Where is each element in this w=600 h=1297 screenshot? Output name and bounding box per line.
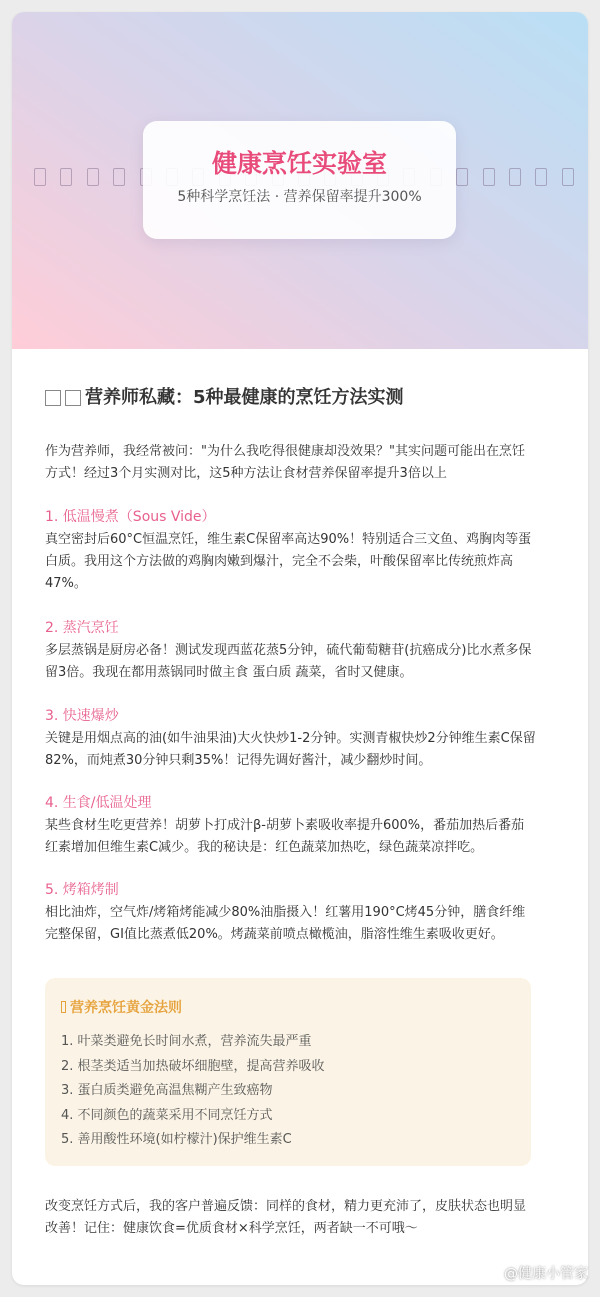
section-title-5: 5. 烤箱烤制 <box>45 882 119 898</box>
outro-paragraph: 改变烹饪方式后，我的客户普遍反馈：同样的食材，精力更充沛了，皮肤状态也明显改善！记住：健康饮食=优质食材×科学烹饪，两者缺一不可哦～ <box>45 1199 527 1236</box>
tip-item: 3. 蛋白质类避免高温焦糊产生致癌物 <box>61 1083 273 1098</box>
intro-paragraph: 作为营养师，我经常被问："为什么我吃得很健康却没效果？"其实问题可能出在烹饪方式！经过3个月实测对比，这5种方法让食材营养保留率提升3倍以上 <box>45 444 525 481</box>
tips-box <box>45 978 531 1166</box>
sparkle-icon <box>65 390 81 406</box>
article-heading <box>45 385 545 411</box>
section-title-4: 4. 生食/低温处理 <box>45 795 152 811</box>
tip-item: 1. 叶菜类避免长时间水煮，营养流失最严重 <box>61 1034 312 1049</box>
section-body-2: 多层蒸锅是厨房必备！测试发现西蓝花蒸5分钟，硫代葡萄糖苷(抗癌成分)比水煮多保留3倍。我现在都用蒸锅同时做主食 蛋白质 蔬菜，省时又健康。 <box>45 643 532 680</box>
tips-list <box>61 1030 325 1153</box>
bulb-icon <box>61 1001 66 1013</box>
section-title-1: 1. 低温慢煮（Sous Vide） <box>45 509 216 525</box>
tips-title <box>61 998 182 1018</box>
title-box <box>143 121 456 239</box>
page-title: 健康烹饪实验室 <box>211 149 387 178</box>
section-body-5: 相比油炸，空气炸/烤箱烤能减少80%油脂摄入！红薯用190°C烤45分钟，膳食纤维完整保留，GI值比蒸煮低20%。烤蔬菜前喷点橄榄油，脂溶性维生素吸收更好。 <box>45 905 526 942</box>
pin-icon <box>45 390 61 406</box>
tips-title-text: 营养烹饪黄金法则 <box>70 1000 182 1016</box>
watermark: @健康小管家 <box>504 1266 588 1282</box>
hero-banner <box>12 12 588 349</box>
tip-item: 2. 根茎类适当加热破坏细胞壁，提高营养吸收 <box>61 1058 325 1074</box>
section-body-3: 关键是用烟点高的油(如牛油果油)大火快炒1-2分钟。实测青椒快炒2分钟维生素C保留82%，而炖煮30分钟只剩35%！记得先调好酱汁，减少翻炒时间。 <box>45 731 536 768</box>
section-title-3: 3. 快速爆炒 <box>45 708 119 724</box>
tip-item: 5. 善用酸性环境(如柠檬汁)保护维生素C <box>61 1132 292 1147</box>
section-title-2: 2. 蒸汽烹饪 <box>45 620 119 636</box>
section-body-4: 某些食材生吃更营养！胡萝卜打成汁β-胡萝卜素吸收率提升600%，番茄加热后番茄红素增加但维生素C减少。我的秘诀是：红色蔬菜加热吃，绿色蔬菜凉拌吃。 <box>45 818 525 855</box>
section-body-1: 真空密封后60°C恒温烹饪，维生素C保留率高达90%！特别适合三文鱼、鸡胸肉等蛋白质。我用这个方法做的鸡胸肉嫩到爆汁，完全不会柴，叶酸保留率比传统煎炸高47%。 <box>45 532 532 591</box>
page-subtitle: 5种科学烹饪法 · 营养保留率提升300% <box>177 189 422 205</box>
article-heading-text: 营养师私藏：5种最健康的烹饪方法实测 <box>85 387 404 408</box>
tip-item: 4. 不同颜色的蔬菜采用不同烹饪方式 <box>61 1107 273 1123</box>
